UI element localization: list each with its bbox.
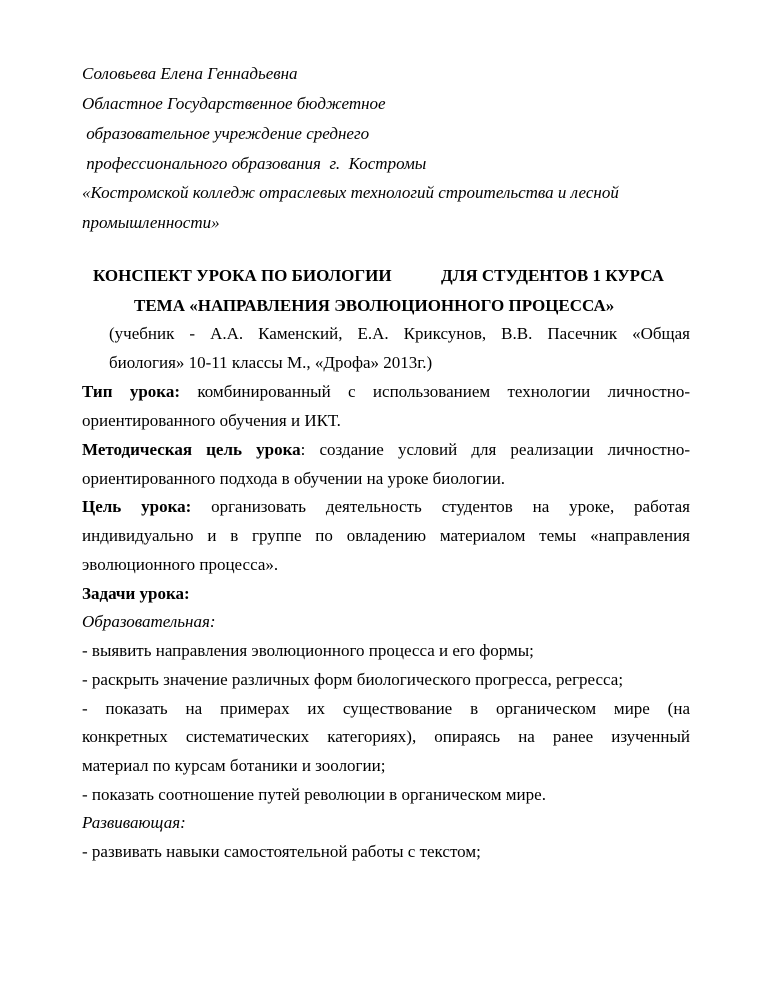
lesson-type-line-1 <box>82 382 690 402</box>
task-item-3-line-3: материал по курсам ботаники и зоологии; <box>82 756 386 775</box>
org-line-1: Областное Государственное бюджетное <box>82 94 386 113</box>
method-goal-line-2: ориентированного подхода в обучении на уроке биологии. <box>82 469 506 488</box>
task-item-1: - выявить направления эволюционного процесса и его формы; <box>82 641 534 660</box>
method-goal-text-1: : создание условий для реализации личностно- <box>300 440 690 459</box>
goal-text-1: организовать деятельность студентов на уроке, работая <box>191 497 690 516</box>
lesson-type-line-2: ориентированного обучения и ИКТ. <box>82 411 341 430</box>
goal-line-2: индивидуально и в группе по овладению материалом темы «направления <box>82 526 690 545</box>
title-topic: ТЕМА «НАПРАВЛЕНИЯ ЭВОЛЮЦИОННОГО ПРОЦЕССА» <box>134 296 615 315</box>
title-right: ДЛЯ СТУДЕНТОВ 1 КУРСА <box>441 266 664 285</box>
goal-line-1 <box>82 497 690 517</box>
task-item-3-line-1: - показать на примерах их существование в органическом мире (на <box>82 699 690 718</box>
textbook-line-1: (учебник - А.А. Каменский, Е.А. Криксунов, В.В. Пасечник «Общая <box>109 324 690 343</box>
lesson-type-text-1: комбинированный с использованием технологии личностно- <box>180 382 690 401</box>
task-item-3-line-2: конкретных систематических категориях), опираясь на ранее изученный <box>82 727 690 746</box>
org-line-3: профессионального образования г. Костромы <box>82 154 427 173</box>
org-line-5: промышленности» <box>82 213 220 232</box>
educational-label: Образовательная: <box>82 612 216 631</box>
task-item-4: - показать соотношение путей революции в органическом мире. <box>82 785 546 804</box>
lesson-type-label: Тип урока: <box>82 382 181 401</box>
goal-label: Цель урока: <box>82 497 192 516</box>
org-line-4: «Костромской колледж отраслевых технологий строительства и лесной <box>82 183 619 202</box>
goal-line-3: эволюционного процесса». <box>82 555 279 574</box>
tasks-heading: Задачи урока: <box>82 584 190 603</box>
developing-label: Развивающая: <box>82 813 186 832</box>
author-name: Соловьева Елена Геннадьевна <box>82 64 298 83</box>
title-left: КОНСПЕКТ УРОКА ПО БИОЛОГИИ <box>93 266 392 285</box>
textbook-line-2: биология» 10-11 классы М., «Дрофа» 2013г.) <box>109 353 433 372</box>
task-item-5: - развивать навыки самостоятельной работы с текстом; <box>82 842 481 861</box>
method-goal-line-1 <box>82 440 690 460</box>
method-goal-label: Методическая цель урока <box>82 440 301 459</box>
task-item-2: - раскрыть значение различных форм биологического прогресса, регресса; <box>82 670 624 689</box>
org-line-2: образовательное учреждение среднего <box>82 124 370 143</box>
